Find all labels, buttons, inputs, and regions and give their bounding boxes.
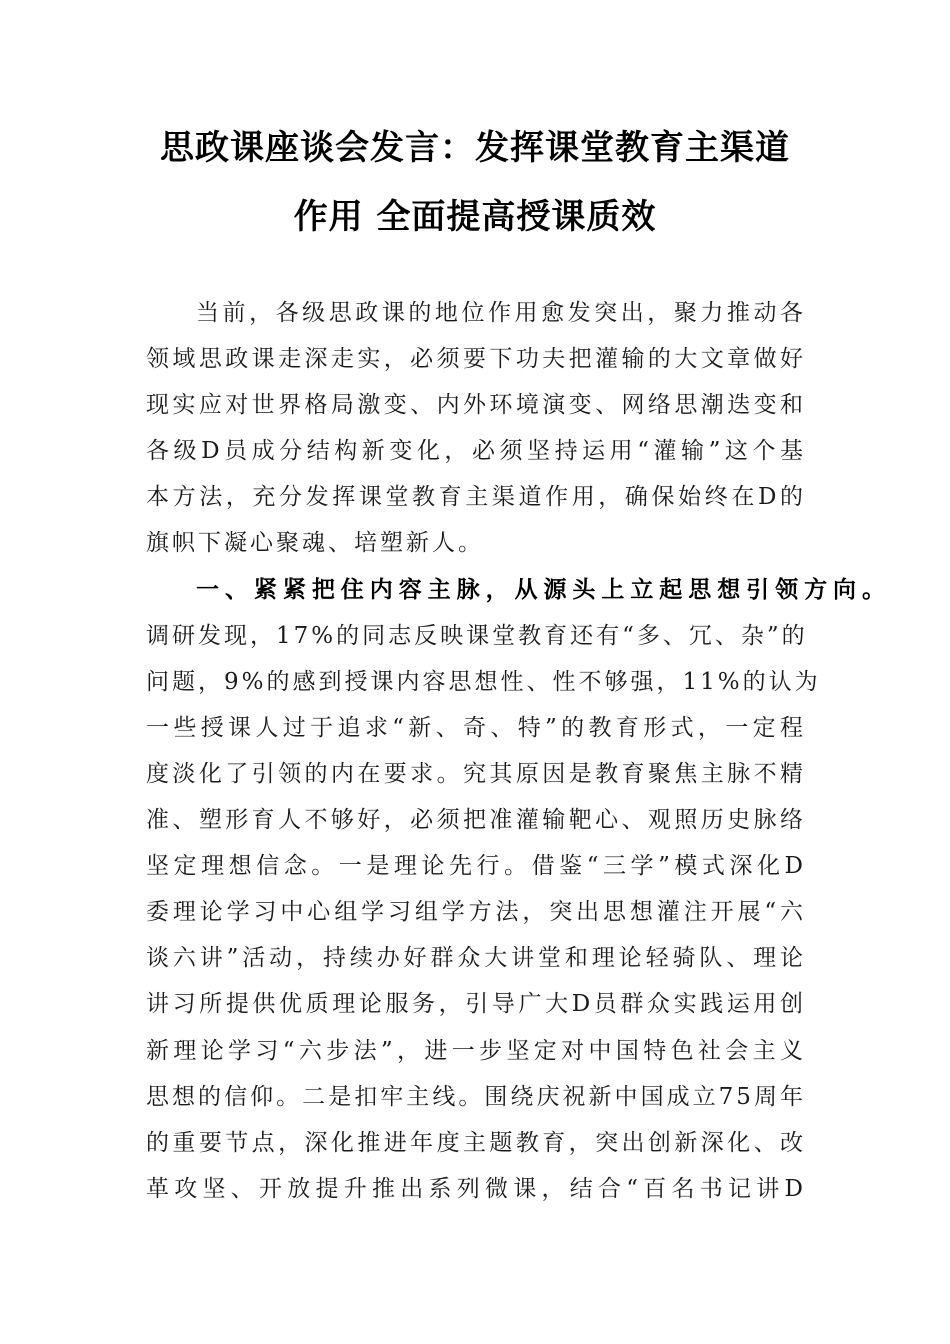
- text-line: 坚定理想信念。一是理论先行。借鉴“三学”模式深化D: [146, 853, 806, 880]
- document-body: [146, 294, 886, 1216]
- text-line: 讲习所提供优质理论服务，引导广大D员群众实践运用创: [146, 991, 806, 1018]
- section-one: [146, 571, 886, 1216]
- text-line: 领域思政课走深走实，必须要下功夫把灌输的大文章做好: [146, 346, 806, 373]
- text-line: 调研发现，17%的同志反映课堂教育还有“多、冗、杂”的: [146, 622, 808, 649]
- document-title-line-2: 作用 全面提高授课质效: [293, 197, 657, 237]
- text-line: 当前，各级思政课的地位作用愈发突出，聚力推动各: [196, 300, 806, 326]
- text-line: 本方法，充分发挥课堂教育主渠道作用，确保始终在D的: [146, 484, 806, 511]
- text-line: 旗帜下凝心聚魂、培塑新人。: [146, 530, 484, 557]
- text-line: 新理论学习“六步法”，进一步坚定对中国特色社会主义: [146, 1037, 806, 1064]
- text-line: 委理论学习中心组学习组学方法，突出思想灌注开展“六: [146, 899, 806, 926]
- text-line: 各级D员成分结构新变化，必须坚持运用“灌输”这个基: [146, 438, 806, 465]
- text-line: 问题，9%的感到授课内容思想性、性不够强，11%的认为: [146, 668, 821, 695]
- text-line: 准、塑形育人不够好，必须把准灌输靶心、观照历史脉络: [146, 807, 806, 834]
- section-heading: 一、紧紧把住内容主脉，从源头上立起思想引领方向。: [196, 576, 886, 603]
- text-line: 一些授课人过于追求“新、奇、特”的教育形式，一定程: [146, 714, 806, 741]
- text-line: 的重要节点，深化推进年度主题教育，突出创新深化、改: [146, 1129, 806, 1156]
- intro-paragraph: [146, 294, 806, 571]
- text-line: 谈六讲”活动，持续办好群众大讲堂和理论轻骑队、理论: [146, 945, 806, 972]
- text-line: 思想的信仰。二是扣牢主线。围绕庆祝新中国成立75周年: [146, 1083, 806, 1110]
- document-title-line-1: 思政课座谈会发言：发挥课堂教育主渠道: [160, 128, 790, 168]
- text-line: 度淡化了引领的内在要求。究其原因是教育聚焦主脉不精: [146, 760, 806, 787]
- text-line: 革攻坚、开放提升推出系列微课，结合“百名书记讲D: [146, 1175, 806, 1202]
- text-line: 现实应对世界格局激变、内外环境演变、网络思潮迭变和: [146, 392, 806, 419]
